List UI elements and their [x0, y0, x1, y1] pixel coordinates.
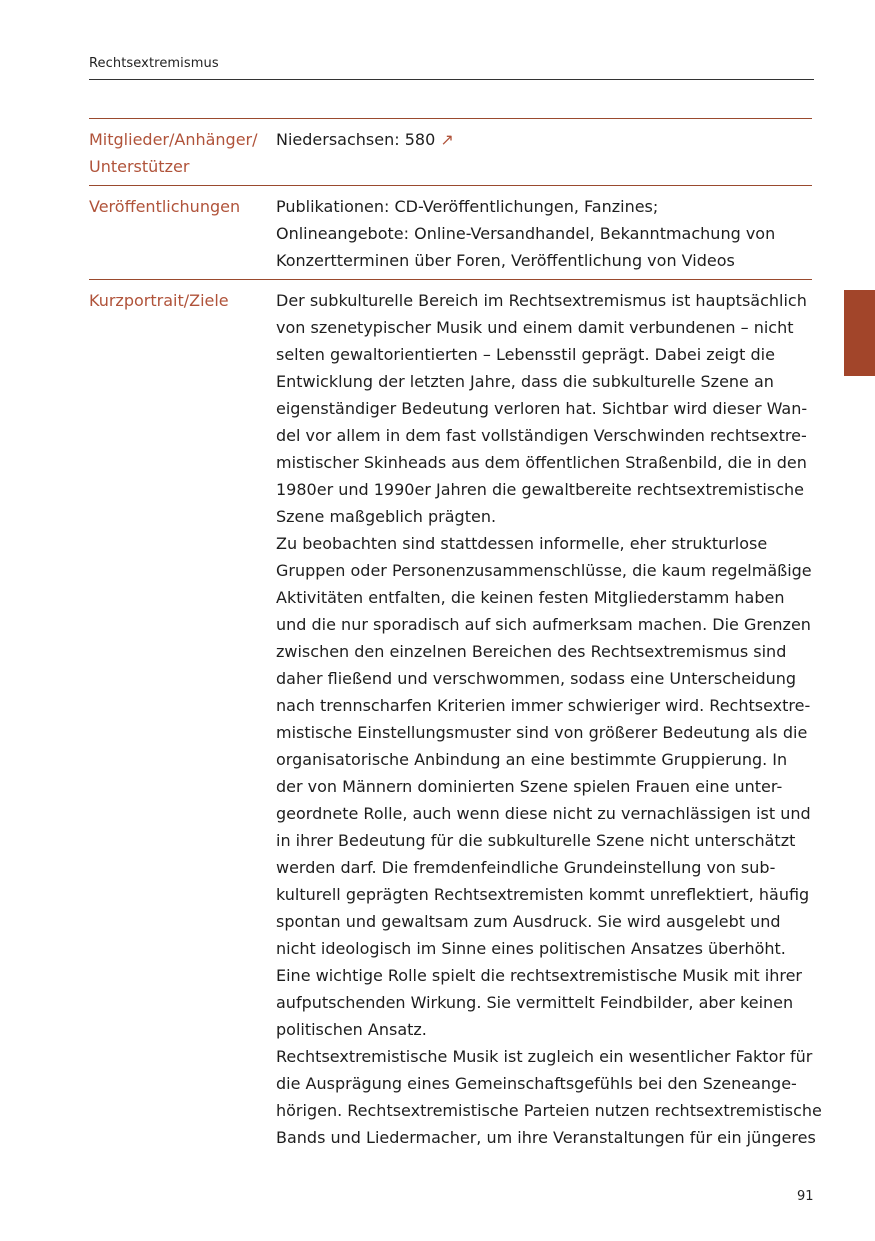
text-line: organisatorische Anbindung an eine bestimmte Gruppierung. In [276, 750, 788, 769]
chapter-tab-marker [844, 290, 875, 376]
text-line: Szene maßgeblich prägten. [276, 507, 497, 526]
text-line: Der subkulturelle Bereich im Rechtsextremismus ist hauptsächlich [276, 291, 807, 310]
text-line: Aktivitäten entfalten, die keinen festen Mitgliederstamm haben [276, 588, 785, 607]
text-line: Konzertterminen über Foren, Veröffentlichung von Videos [276, 251, 735, 270]
text-line: del vor allem in dem fast vollständigen Verschwinden rechtsextre- [276, 426, 807, 445]
label-line: Veröffentlichungen [89, 197, 241, 216]
text-line: daher fließend und verschwommen, sodass eine Unterscheidung [276, 669, 797, 688]
table-row-portrait [89, 279, 822, 1160]
label-line: Kurzportrait/Ziele [89, 291, 229, 310]
row-value-publications [276, 193, 816, 274]
text-line: Entwicklung der letzten Jahre, dass die subkulturelle Szene an [276, 372, 774, 391]
text-line: nach trennscharfen Kriterien immer schwieriger wird. Rechtsextre- [276, 696, 811, 715]
text-line: Bands und Liedermacher, um ihre Veranstaltungen für ein jüngeres [276, 1128, 816, 1147]
text-line: mistische Einstellungsmuster sind von größerer Bedeutung als die [276, 723, 808, 742]
text-line: Gruppen oder Personenzusammenschlüsse, die kaum regelmäßige [276, 561, 812, 580]
text-line: eigenständiger Bedeutung verloren hat. Sichtbar wird dieser Wan- [276, 399, 808, 418]
header-divider [89, 79, 814, 80]
text-line: von szenetypischer Musik und einem damit verbundenen – nicht [276, 318, 794, 337]
members-count-text: Niedersachsen: 580 [276, 130, 436, 149]
text-line: geordnete Rolle, auch wenn diese nicht zu vernachlässigen ist und [276, 804, 811, 823]
text-line: 1980er und 1990er Jahren die gewaltbereite rechtsextremistische [276, 480, 804, 499]
text-line: werden darf. Die fremdenfeindliche Grundeinstellung von sub- [276, 858, 776, 877]
row-label-publications [89, 193, 269, 220]
table-row-publications [89, 185, 812, 279]
text-line: Eine wichtige Rolle spielt die rechtsextremistische Musik mit ihrer [276, 966, 803, 985]
text-line: selten gewaltorientierten – Lebensstil geprägt. Dabei zeigt die [276, 345, 775, 364]
body-paragraph [276, 530, 816, 1043]
text-line: aufputschenden Wirkung. Sie vermittelt Feindbilder, aber keinen [276, 993, 794, 1012]
label-line: Unterstützer [89, 157, 190, 176]
text-line: hörigen. Rechtsextremistische Parteien nutzen rechtsextremistische [276, 1101, 822, 1120]
text-line: Rechtsextremistische Musik ist zugleich ein wesentlicher Faktor für [276, 1047, 813, 1066]
row-value-portrait [276, 287, 822, 1151]
table-row-members [89, 118, 812, 185]
row-value-members [276, 126, 816, 153]
running-head: Rechtsextremismus [89, 56, 219, 71]
text-line: nicht ideologisch im Sinne eines politischen Ansatzes überhöht. [276, 939, 786, 958]
text-line: politischen Ansatz. [276, 1020, 427, 1039]
body-paragraph [276, 1043, 822, 1151]
label-line: Mitglieder/Anhänger/ [89, 130, 258, 149]
text-line: spontan und gewaltsam zum Ausdruck. Sie wird ausgelebt und [276, 912, 781, 931]
text-line: der von Männern dominierten Szene spielen Frauen eine unter- [276, 777, 783, 796]
text-line: Zu beobachten sind stattdessen informelle, eher strukturlose [276, 534, 768, 553]
row-label-members [89, 126, 269, 180]
text-line: Onlineangebote: Online-Versandhandel, Bekanntmachung von [276, 224, 776, 243]
trend-up-icon: ↗ [440, 130, 454, 149]
page-number: 91 [797, 1189, 814, 1204]
text-line: zwischen den einzelnen Bereichen des Rechtsextremismus sind [276, 642, 787, 661]
text-line: kulturell geprägten Rechtsextremisten kommt unreflektiert, häufig [276, 885, 810, 904]
text-line: mistischer Skinheads aus dem öffentlichen Straßenbild, die in den [276, 453, 807, 472]
body-paragraph [276, 287, 816, 530]
row-label-portrait [89, 287, 269, 314]
text-line: in ihrer Bedeutung für die subkulturelle Szene nicht unterschätzt [276, 831, 796, 850]
text-line: und die nur sporadisch auf sich aufmerksam machen. Die Grenzen [276, 615, 811, 634]
text-line: die Ausprägung eines Gemeinschaftsgefühls bei den Szeneange- [276, 1074, 797, 1093]
text-line: Publikationen: CD-Veröffentlichungen, Fanzines; [276, 197, 659, 216]
